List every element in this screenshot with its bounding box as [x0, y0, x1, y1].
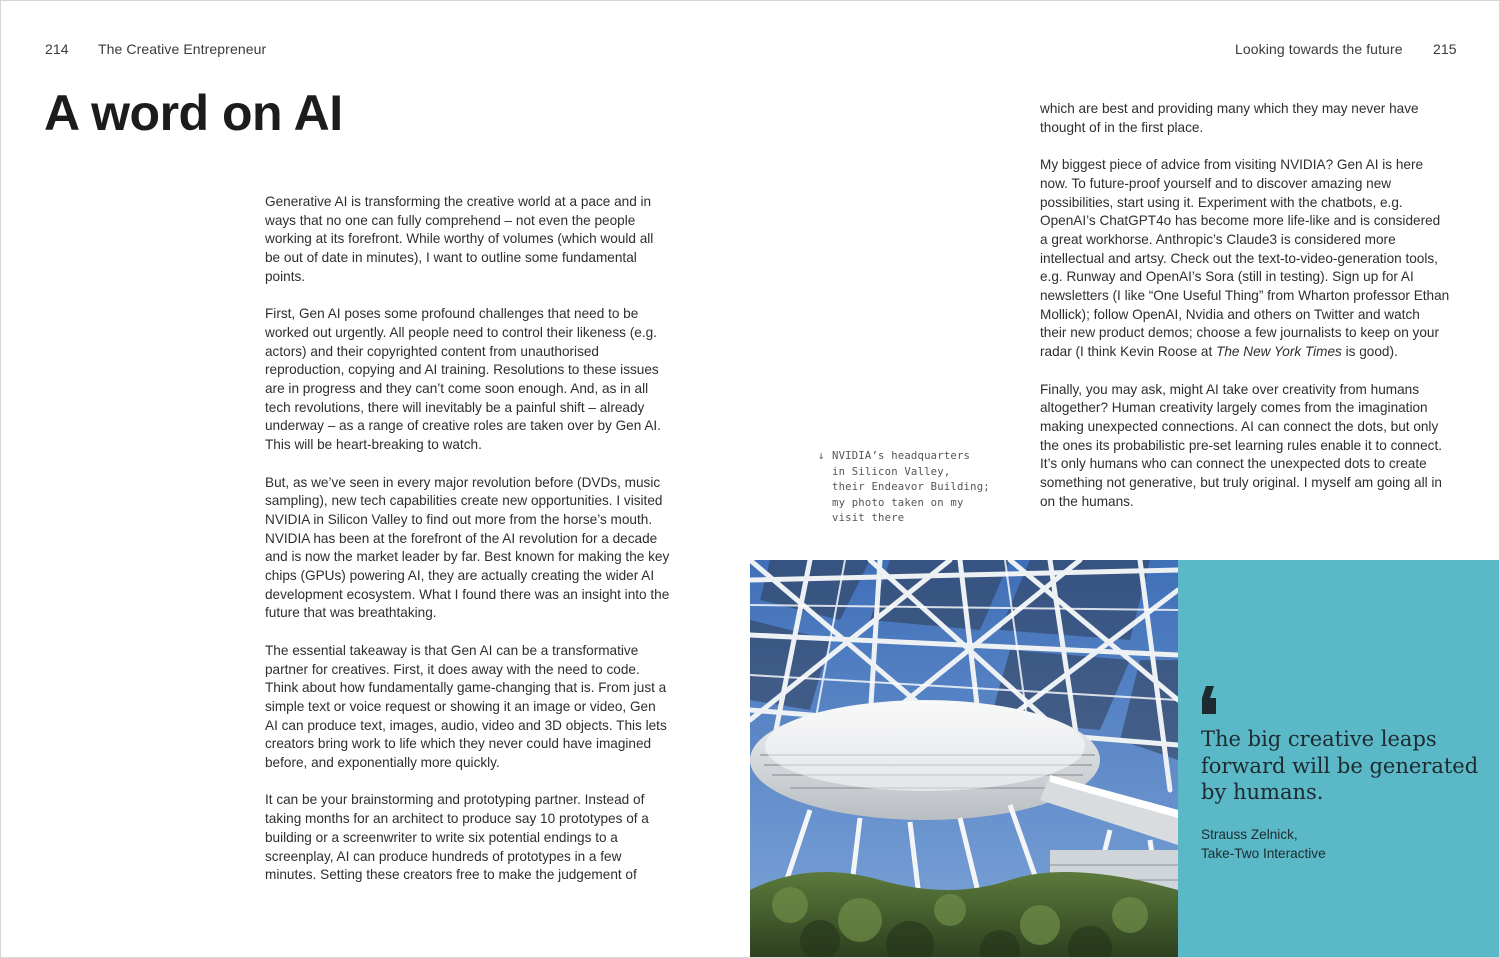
- body-paragraph-8: Finally, you may ask, might AI take over creativity from humans altogether? Human creativity largely comes from the imagination making unexpected connections. AI can connect the dots, but only the ones its probabilistic pre-set learning rules enable it to connect. It’s only humans who can connect the unexpected dots to create something not generative, but truly original. I myself am going all in on the humans.: [1040, 381, 1442, 509]
- body-paragraph-1: Generative AI is transforming the creative world at a pace and in ways that no one can fully comprehend – not even the people working at its forefront. While worthy of volumes (which would all be out of date in minutes), I want to outline some fundamental points.: [265, 194, 654, 284]
- attribution-name: Strauss Zelnick,: [1201, 827, 1298, 842]
- body-paragraph-3: But, as we’ve seen in every major revolution before (DVDs, music sampling), new tech capabilities create new opportunities. I visited NVIDIA in Silicon Valley to find out more from the horse’s mouth. NVIDIA has been at the forefront of the AI revolution for a decade and is now the market leader by far. Best known for making the key chips (GPUs) powering AI, they are actually creating the wider AI development ecosystem. What I found there was an insight into the future that was breathtaking.: [265, 474, 670, 621]
- caption-line-5: visit there: [832, 512, 905, 525]
- nvidia-headquarters-photo: [750, 560, 1178, 958]
- caption-line-2: in Silicon Valley,: [832, 465, 951, 478]
- body-paragraph-7: [1040, 156, 1450, 362]
- chapter-headline: A word on AI: [44, 85, 343, 141]
- photo-caption: [818, 449, 1018, 527]
- attribution-organization: Take-Two Interactive: [1201, 845, 1326, 861]
- body-paragraph-6: which are best and providing many which they may never have thought of in the first place.: [1040, 101, 1419, 135]
- caption-line-4: my photo taken on my: [832, 496, 964, 509]
- body-paragraph-4: The essential takeaway is that Gen AI can be a transformative partner for creatives. First, it does away with the need to code. Think about how fundamentally game-changing that is. From just a simple text or voice request or showing it an image or video, Gen AI can produce text, images, audio, video and 3D objects. This lets creators bring work to life which they never could have imagined before, and exponentially more quickly.: [265, 642, 667, 771]
- quote-mark-icon: [1200, 686, 1218, 714]
- arrow-down-icon: ↓: [818, 450, 825, 462]
- left-body-column: [265, 193, 670, 904]
- pull-quote-text: The big creative leaps forward will be generated by humans.: [1201, 727, 1479, 804]
- body-paragraph-2: First, Gen AI poses some profound challenges that need to be worked out urgently. All people need to control their likeness (e.g. actors) and their copyrighted content from unauthorised reproduction, copying and AI training. Resolutions to these issues are in progress and they can’t come soon enough. And, as in all tech revolutions, there will inevitably be a painful shift – already underway – as a range of creative roles are taken over by Gen AI. This will be heart-breaking to watch.: [265, 306, 661, 453]
- advice-text-end: is good).: [1341, 344, 1398, 360]
- advice-text: My biggest piece of advice from visiting NVIDIA? Gen AI is here now. To future-proof yourself and to discover amazing new possibilities, start using it. Experiment with the chatbots, e.g. OpenAI’s ChatGPT4o has become more life-like and is considered a great workhorse. Anthropic’s Claude3 is considered more intellectual and artsy. Check out the text-to-video-generation tools, e.g. Runway and OpenAI’s Sora (still in testing). Sign up for AI newsletters (I like “One Useful Thing” from Wharton professor Ethan Mollick); follow OpenAI, Nvidia and others on Twitter and watch their new product demos; choose a few journalists to keep on your radar (I think Kevin Roose at: [1040, 157, 1450, 360]
- caption-line-3: their Endeavor Building;: [832, 481, 990, 494]
- left-running-title: The Creative Entrepreneur: [98, 41, 267, 57]
- pull-quote-attribution: [1201, 826, 1481, 863]
- right-body-column: [1040, 100, 1450, 530]
- body-paragraph-5: It can be your brainstorming and prototyping partner. Instead of taking months for an architect to produce say 10 prototypes of a building or a screenwriter to write six potential endings to a screenplay, AI can produce hundreds of prototypes in a few minutes. Setting these creators free to make the judgement of: [265, 792, 649, 883]
- pull-quote-box: [1178, 560, 1500, 958]
- publication-title: The New York Times: [1216, 344, 1342, 360]
- right-page-number: 215: [1433, 41, 1457, 57]
- left-page-number: 214: [45, 41, 69, 57]
- right-running-title: Looking towards the future: [1235, 41, 1403, 57]
- caption-line-1: NVIDIA’s headquarters: [832, 450, 971, 462]
